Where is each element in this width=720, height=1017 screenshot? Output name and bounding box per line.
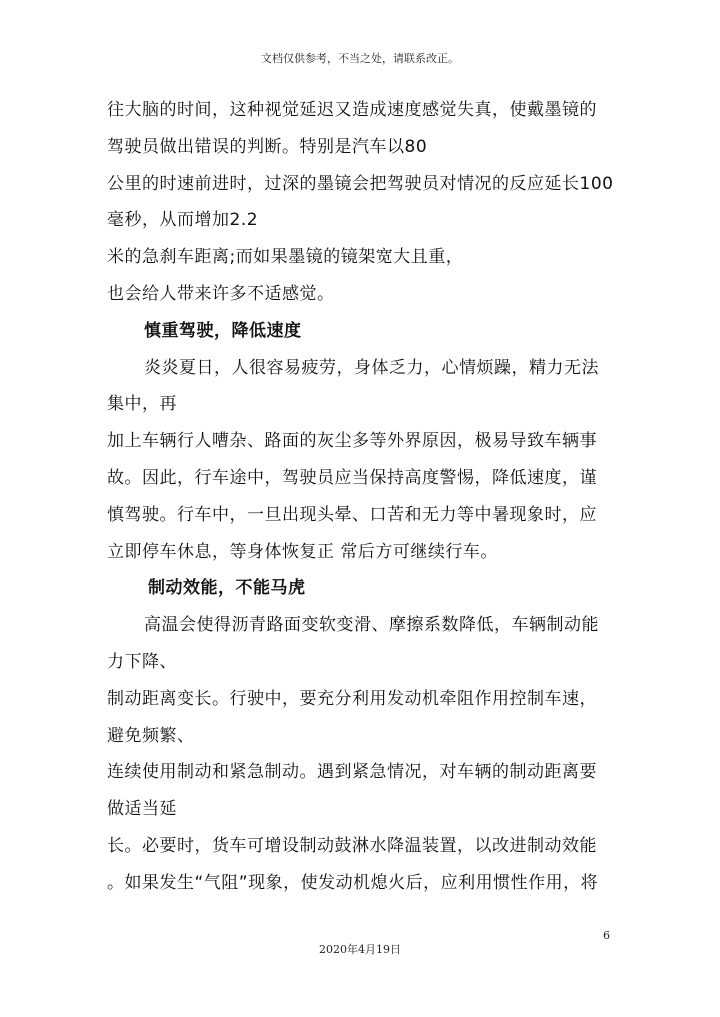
text-line: 故。因此，行车途中，驾驶员应当保持高度警惕，降低速度，谨 [107, 467, 597, 488]
text-line: 避免频繁、 [107, 725, 195, 746]
page-number: 6 [603, 929, 610, 942]
text-line: 立即停车休息，等身体恢复正 常后方可继续行车。 [107, 541, 498, 562]
section-heading: 制动效能，不能马虎 [148, 578, 306, 599]
text-line: 长。必要时，货车可增设制动鼓淋水降温装置，以改进制动效能 [107, 835, 597, 856]
text-line: 也会给人带来许多不适感觉。 [107, 283, 335, 304]
text-line: 往大脑的时间，这种视觉延迟又造成速度感觉失真，使戴墨镜的 [107, 100, 597, 120]
page-footer-date: 2020年4月19日 [319, 943, 401, 956]
text-line: 慎驾驶。行车中，一旦出现头晕、口苦和无力等中暑现象时，应 [107, 504, 597, 525]
text-line: 驾驶员做出错误的判断。特别是汽车以80 [107, 136, 428, 157]
text-line: 毫秒，从而增加2.2 [107, 210, 259, 231]
text-line: 集中，再 [107, 394, 177, 415]
page-header-note: 文档仅供参考，不当之处，请联系改正。 [261, 52, 459, 65]
text-line: 连续使用制动和紧急制动。遇到紧急情况，对车辆的制动距离要 [107, 762, 597, 783]
text-line: 加上车辆行人嘈杂、路面的灰尘多等外界原因，极易导致车辆事 [107, 431, 597, 452]
text-line: 制动距离变长。行驶中，要充分利用发动机牵阻作用控制车速， [107, 688, 597, 709]
text-line: 米的急刹车距离;而如果墨镜的镜架宽大且重， [107, 247, 464, 268]
text-line: 高温会使得沥青路面变软变滑、摩擦系数降低，车辆制动能 [144, 615, 599, 636]
body-text [107, 92, 627, 902]
text-line: 公里的时速前进时，过深的墨镜会把驾驶员对情况的反应延长100 [107, 173, 614, 194]
text-line: 。如果发生“气阻”现象，使发动机熄火后，应利用惯性作用，将 [107, 872, 599, 893]
text-line: 做适当延 [107, 799, 177, 820]
text-line: 力下降、 [107, 651, 177, 672]
text-line: 炎炎夏日，人很容易疲劳，身体乏力，心情烦躁，精力无法 [144, 357, 599, 378]
section-heading: 慎重驾驶，降低速度 [144, 320, 302, 341]
